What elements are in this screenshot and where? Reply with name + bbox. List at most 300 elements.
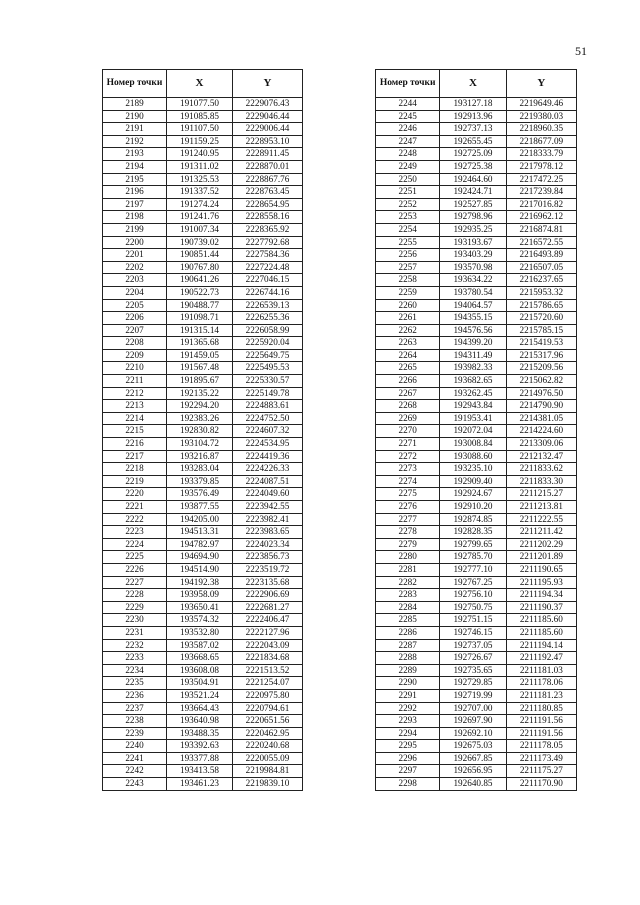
y-coordinate-cell: 2228365.92 [233,223,303,236]
point-number-cell: 2236 [103,689,167,702]
y-coordinate-cell: 2215720.60 [506,312,576,325]
y-coordinate-cell: 2211201.89 [506,551,576,564]
point-number-cell: 2207 [103,324,167,337]
point-number-cell: 2269 [376,412,440,425]
table-row [376,425,577,438]
x-coordinate-cell: 192667.85 [440,752,506,765]
y-coordinate-cell: 2215209.56 [506,362,576,375]
table-row [376,387,577,400]
point-number-cell: 2265 [376,362,440,375]
table-body-left [103,98,303,791]
point-number-cell: 2292 [376,702,440,715]
x-coordinate-cell: 191567.48 [167,362,233,375]
point-number-cell: 2230 [103,614,167,627]
x-coordinate-cell: 192874.85 [440,513,506,526]
point-number-cell: 2223 [103,526,167,539]
x-coordinate-cell: 193413.58 [167,765,233,778]
y-coordinate-cell: 2222681.27 [233,601,303,614]
x-coordinate-cell: 192692.10 [440,727,506,740]
x-coordinate-cell: 194311.49 [440,349,506,362]
x-coordinate-cell: 193532.80 [167,626,233,639]
y-coordinate-cell: 2211190.37 [506,601,576,614]
table-row [376,589,577,602]
point-number-cell: 2209 [103,349,167,362]
y-coordinate-cell: 2214790.90 [506,400,576,413]
table-row [103,576,303,589]
coordinates-table-right [375,69,577,791]
point-number-cell: 2219 [103,475,167,488]
point-number-cell: 2190 [103,110,167,123]
table-row [376,186,577,199]
table-row [376,626,577,639]
point-number-cell: 2232 [103,639,167,652]
y-coordinate-cell: 2214976.50 [506,387,576,400]
y-coordinate-cell: 2211180.85 [506,702,576,715]
point-number-cell: 2296 [376,752,440,765]
point-number-cell: 2285 [376,614,440,627]
x-coordinate-cell: 193488.35 [167,727,233,740]
x-coordinate-cell: 191459.05 [167,349,233,362]
point-number-cell: 2221 [103,501,167,514]
header-y: Y [233,70,303,98]
y-coordinate-cell: 2223982.41 [233,513,303,526]
table-row [103,551,303,564]
x-coordinate-cell: 191077.50 [167,98,233,111]
point-number-cell: 2282 [376,576,440,589]
point-number-cell: 2206 [103,312,167,325]
point-number-cell: 2237 [103,702,167,715]
table-row [376,765,577,778]
header-point-number: Номер точки [376,70,440,98]
table-row [376,677,577,690]
x-coordinate-cell: 192798.96 [440,211,506,224]
x-coordinate-cell: 194205.00 [167,513,233,526]
y-coordinate-cell: 2220055.09 [233,752,303,765]
table-row [103,563,303,576]
y-coordinate-cell: 2223135.68 [233,576,303,589]
y-coordinate-cell: 2215062.82 [506,375,576,388]
x-coordinate-cell: 190488.77 [167,299,233,312]
y-coordinate-cell: 2220794.61 [233,702,303,715]
y-coordinate-cell: 2228911.45 [233,148,303,161]
point-number-cell: 2273 [376,463,440,476]
point-number-cell: 2272 [376,450,440,463]
point-number-cell: 2271 [376,438,440,451]
x-coordinate-cell: 193235.10 [440,463,506,476]
table-row [376,563,577,576]
x-coordinate-cell: 190739.02 [167,236,233,249]
x-coordinate-cell: 192697.90 [440,715,506,728]
y-coordinate-cell: 2219649.46 [506,98,576,111]
point-number-cell: 2260 [376,299,440,312]
x-coordinate-cell: 193634.22 [440,274,506,287]
table-row [103,223,303,236]
y-coordinate-cell: 2216962.12 [506,211,576,224]
point-number-cell: 2194 [103,160,167,173]
table-row [103,198,303,211]
point-number-cell: 2231 [103,626,167,639]
point-number-cell: 2284 [376,601,440,614]
table-row [376,110,577,123]
x-coordinate-cell: 192640.85 [440,778,506,791]
x-coordinate-cell: 193193.67 [440,236,506,249]
y-coordinate-cell: 2217472.25 [506,173,576,186]
point-number-cell: 2220 [103,488,167,501]
table-row [376,752,577,765]
y-coordinate-cell: 2223983.65 [233,526,303,539]
x-coordinate-cell: 193877.55 [167,501,233,514]
table-row [103,249,303,262]
table-row [103,652,303,665]
point-number-cell: 2249 [376,160,440,173]
point-number-cell: 2233 [103,652,167,665]
table-row [376,375,577,388]
table-row [103,689,303,702]
table-row [103,664,303,677]
point-number-cell: 2247 [376,135,440,148]
x-coordinate-cell: 193982.33 [440,362,506,375]
table-row [376,349,577,362]
y-coordinate-cell: 2220651.56 [233,715,303,728]
table-row [376,614,577,627]
x-coordinate-cell: 192750.75 [440,601,506,614]
y-coordinate-cell: 2211194.14 [506,639,576,652]
y-coordinate-cell: 2227792.68 [233,236,303,249]
point-number-cell: 2227 [103,576,167,589]
table-row [376,249,577,262]
table-row [376,702,577,715]
y-coordinate-cell: 2220975.80 [233,689,303,702]
table-row [376,576,577,589]
coordinates-table-left [102,69,303,791]
x-coordinate-cell: 192729.85 [440,677,506,690]
point-number-cell: 2261 [376,312,440,325]
table-row [103,299,303,312]
y-coordinate-cell: 2215419.53 [506,337,576,350]
table-row [376,538,577,551]
x-coordinate-cell: 193088.60 [440,450,506,463]
x-coordinate-cell: 192830.82 [167,425,233,438]
x-coordinate-cell: 193780.54 [440,286,506,299]
table-row [376,261,577,274]
x-coordinate-cell: 194192.38 [167,576,233,589]
point-number-cell: 2193 [103,148,167,161]
point-number-cell: 2255 [376,236,440,249]
x-coordinate-cell: 192746.15 [440,626,506,639]
table-row [103,601,303,614]
table-row [103,752,303,765]
point-number-cell: 2229 [103,601,167,614]
x-coordinate-cell: 193574.32 [167,614,233,627]
x-coordinate-cell: 193504.91 [167,677,233,690]
y-coordinate-cell: 2211191.56 [506,727,576,740]
header-point-number: Номер точки [103,70,167,98]
point-number-cell: 2228 [103,589,167,602]
point-number-cell: 2204 [103,286,167,299]
table-row [103,274,303,287]
point-number-cell: 2248 [376,148,440,161]
table-row [103,375,303,388]
y-coordinate-cell: 2222906.69 [233,589,303,602]
point-number-cell: 2210 [103,362,167,375]
table-row [103,526,303,539]
y-coordinate-cell: 2229076.43 [233,98,303,111]
y-coordinate-cell: 2226539.13 [233,299,303,312]
point-number-cell: 2196 [103,186,167,199]
table-row [376,223,577,236]
x-coordinate-cell: 191337.52 [167,186,233,199]
point-number-cell: 2297 [376,765,440,778]
y-coordinate-cell: 2211185.60 [506,626,576,639]
table-row [376,740,577,753]
point-number-cell: 2259 [376,286,440,299]
y-coordinate-cell: 2224023.34 [233,538,303,551]
y-coordinate-cell: 2213309.06 [506,438,576,451]
point-number-cell: 2242 [103,765,167,778]
point-number-cell: 2216 [103,438,167,451]
x-coordinate-cell: 192464.60 [440,173,506,186]
x-coordinate-cell: 192527.85 [440,198,506,211]
x-coordinate-cell: 192726.67 [440,652,506,665]
table-row [376,286,577,299]
y-coordinate-cell: 2226058.99 [233,324,303,337]
y-coordinate-cell: 2211833.30 [506,475,576,488]
x-coordinate-cell: 192935.25 [440,223,506,236]
table-row [103,677,303,690]
y-coordinate-cell: 2221254.07 [233,677,303,690]
x-coordinate-cell: 192294.20 [167,400,233,413]
table-row [103,463,303,476]
point-number-cell: 2287 [376,639,440,652]
x-coordinate-cell: 192756.10 [440,589,506,602]
point-number-cell: 2218 [103,463,167,476]
point-number-cell: 2215 [103,425,167,438]
point-number-cell: 2281 [376,563,440,576]
point-number-cell: 2195 [103,173,167,186]
table-row [103,538,303,551]
table-row [376,160,577,173]
x-coordinate-cell: 192735.65 [440,664,506,677]
table-row [103,173,303,186]
x-coordinate-cell: 190851.44 [167,249,233,262]
table-row [103,626,303,639]
table-row [103,475,303,488]
table-row [376,778,577,791]
x-coordinate-cell: 192737.05 [440,639,506,652]
table-row [103,324,303,337]
point-number-cell: 2274 [376,475,440,488]
point-number-cell: 2246 [376,123,440,136]
point-number-cell: 2283 [376,589,440,602]
x-coordinate-cell: 194694.90 [167,551,233,564]
y-coordinate-cell: 2228870.01 [233,160,303,173]
x-coordinate-cell: 192135.22 [167,387,233,400]
x-coordinate-cell: 194399.20 [440,337,506,350]
point-number-cell: 2254 [376,223,440,236]
point-number-cell: 2238 [103,715,167,728]
x-coordinate-cell: 191098.71 [167,312,233,325]
point-number-cell: 2224 [103,538,167,551]
y-coordinate-cell: 2220240.68 [233,740,303,753]
table-row [103,765,303,778]
point-number-cell: 2270 [376,425,440,438]
x-coordinate-cell: 193377.88 [167,752,233,765]
table-row [103,98,303,111]
x-coordinate-cell: 190641.26 [167,274,233,287]
point-number-cell: 2267 [376,387,440,400]
x-coordinate-cell: 191953.41 [440,412,506,425]
x-coordinate-cell: 192777.10 [440,563,506,576]
x-coordinate-cell: 190767.80 [167,261,233,274]
header-x: X [167,70,233,98]
x-coordinate-cell: 192751.15 [440,614,506,627]
y-coordinate-cell: 2229006.44 [233,123,303,136]
table-body-right [376,98,577,791]
x-coordinate-cell: 192910.20 [440,501,506,514]
point-number-cell: 2205 [103,299,167,312]
x-coordinate-cell: 192675.03 [440,740,506,753]
point-number-cell: 2251 [376,186,440,199]
x-coordinate-cell: 192799.65 [440,538,506,551]
x-coordinate-cell: 192655.45 [440,135,506,148]
table-row [376,652,577,665]
table-row [376,299,577,312]
point-number-cell: 2276 [376,501,440,514]
y-coordinate-cell: 2211833.62 [506,463,576,476]
y-coordinate-cell: 2225149.78 [233,387,303,400]
y-coordinate-cell: 2222406.47 [233,614,303,627]
x-coordinate-cell: 191365.68 [167,337,233,350]
y-coordinate-cell: 2224607.32 [233,425,303,438]
y-coordinate-cell: 2222043.09 [233,639,303,652]
y-coordinate-cell: 2211192.47 [506,652,576,665]
x-coordinate-cell: 193392.63 [167,740,233,753]
y-coordinate-cell: 2211202.29 [506,538,576,551]
point-number-cell: 2226 [103,563,167,576]
point-number-cell: 2278 [376,526,440,539]
y-coordinate-cell: 2228867.76 [233,173,303,186]
table-row [376,337,577,350]
x-coordinate-cell: 192725.09 [440,148,506,161]
point-number-cell: 2212 [103,387,167,400]
table-row [103,400,303,413]
y-coordinate-cell: 2211195.93 [506,576,576,589]
point-number-cell: 2295 [376,740,440,753]
x-coordinate-cell: 192785.70 [440,551,506,564]
table-row [103,513,303,526]
y-coordinate-cell: 2228654.95 [233,198,303,211]
x-coordinate-cell: 191315.14 [167,324,233,337]
table-row [103,387,303,400]
table-row [103,160,303,173]
table-row [103,123,303,136]
y-coordinate-cell: 2216507.05 [506,261,576,274]
x-coordinate-cell: 191085.85 [167,110,233,123]
x-coordinate-cell: 193668.65 [167,652,233,665]
point-number-cell: 2189 [103,98,167,111]
y-coordinate-cell: 2211181.23 [506,689,576,702]
point-number-cell: 2208 [103,337,167,350]
x-coordinate-cell: 193570.98 [440,261,506,274]
x-coordinate-cell: 192943.84 [440,400,506,413]
point-number-cell: 2197 [103,198,167,211]
x-coordinate-cell: 192656.95 [440,765,506,778]
point-number-cell: 2275 [376,488,440,501]
y-coordinate-cell: 2224534.95 [233,438,303,451]
point-number-cell: 2258 [376,274,440,287]
y-coordinate-cell: 2216237.65 [506,274,576,287]
point-number-cell: 2222 [103,513,167,526]
x-coordinate-cell: 192072.04 [440,425,506,438]
table-row [103,450,303,463]
table-row [376,123,577,136]
table-row [103,236,303,249]
y-coordinate-cell: 2217239.84 [506,186,576,199]
point-number-cell: 2217 [103,450,167,463]
point-number-cell: 2245 [376,110,440,123]
point-number-cell: 2290 [376,677,440,690]
y-coordinate-cell: 2216874.81 [506,223,576,236]
y-coordinate-cell: 2218677.09 [506,135,576,148]
y-coordinate-cell: 2219380.03 [506,110,576,123]
table-row [376,664,577,677]
table-row [103,349,303,362]
point-number-cell: 2266 [376,375,440,388]
x-coordinate-cell: 193664.43 [167,702,233,715]
table-row [376,463,577,476]
point-number-cell: 2203 [103,274,167,287]
table-row [103,211,303,224]
point-number-cell: 2244 [376,98,440,111]
table-row [376,173,577,186]
table-row [376,727,577,740]
table-row [103,488,303,501]
y-coordinate-cell: 2212132.47 [506,450,576,463]
x-coordinate-cell: 191325.53 [167,173,233,186]
y-coordinate-cell: 2216572.55 [506,236,576,249]
table-row [103,589,303,602]
table-row [376,312,577,325]
y-coordinate-cell: 2225495.53 [233,362,303,375]
point-number-cell: 2262 [376,324,440,337]
x-coordinate-cell: 193576.49 [167,488,233,501]
point-number-cell: 2234 [103,664,167,677]
y-coordinate-cell: 2228763.45 [233,186,303,199]
y-coordinate-cell: 2218960.35 [506,123,576,136]
table-row [376,324,577,337]
point-number-cell: 2239 [103,727,167,740]
y-coordinate-cell: 2211185.60 [506,614,576,627]
point-number-cell: 2192 [103,135,167,148]
table-row [103,727,303,740]
point-number-cell: 2291 [376,689,440,702]
x-coordinate-cell: 193216.87 [167,450,233,463]
y-coordinate-cell: 2219839.10 [233,778,303,791]
table-row [376,513,577,526]
x-coordinate-cell: 193008.84 [440,438,506,451]
x-coordinate-cell: 191895.67 [167,375,233,388]
table-row [376,689,577,702]
x-coordinate-cell: 192383.26 [167,412,233,425]
x-coordinate-cell: 191311.02 [167,160,233,173]
point-number-cell: 2268 [376,400,440,413]
y-coordinate-cell: 2229046.44 [233,110,303,123]
x-coordinate-cell: 192707.00 [440,702,506,715]
point-number-cell: 2235 [103,677,167,690]
x-coordinate-cell: 193682.65 [440,375,506,388]
table-row [376,488,577,501]
y-coordinate-cell: 2227584.36 [233,249,303,262]
